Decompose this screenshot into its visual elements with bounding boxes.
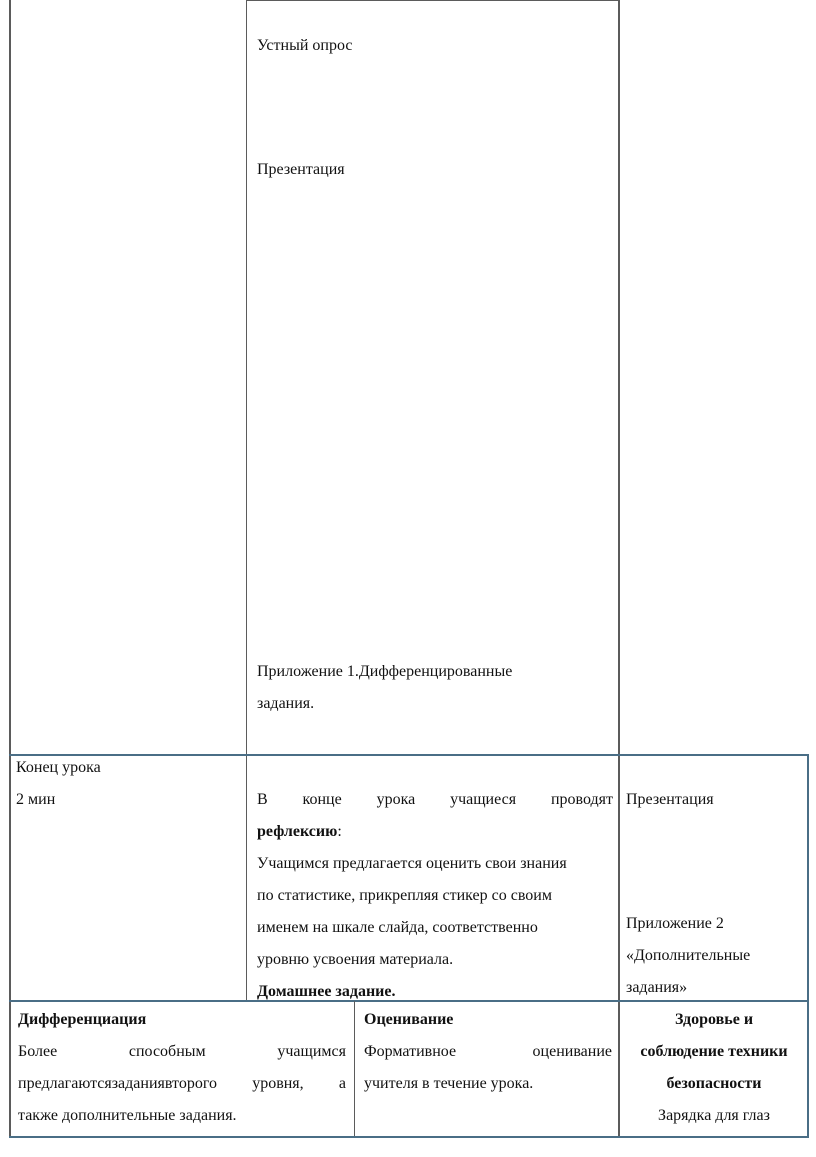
desc-line-3: Учащимся предлагается оценить свои знания — [257, 855, 567, 872]
stage-cell — [16, 752, 236, 816]
stage-duration: 2 мин — [16, 791, 56, 808]
differentiation-cell — [18, 1004, 346, 1132]
health-title-line: Здоровье и — [674, 1011, 754, 1028]
word: Формативное — [364, 1043, 457, 1060]
diff-line-3: также дополнительные задания. — [18, 1107, 237, 1124]
oral-survey-text: Устный опрос — [257, 37, 353, 54]
word: учащимся — [277, 1043, 346, 1060]
appendix-1-line: задания. — [257, 695, 315, 712]
word: В — [257, 791, 268, 808]
desc-line-1 — [257, 784, 613, 816]
table-border-right — [807, 755, 809, 1138]
table-border-bottom — [9, 1136, 809, 1138]
health-title-line: соблюдение техники — [640, 1043, 788, 1060]
presentation-text: Презентация — [257, 161, 345, 178]
colon: : — [337, 823, 342, 840]
health-title-line: безопасности — [666, 1075, 762, 1092]
assess-line-2: учителя в течение урока. — [364, 1075, 534, 1092]
table-border-top — [246, 0, 620, 1]
assessment-cell — [364, 1004, 612, 1100]
column-divider-1 — [246, 0, 247, 1000]
stage-name: Конец урока — [16, 759, 101, 776]
table-border-left — [9, 0, 11, 1137]
desc-line-6: уровню усвоения материала. — [257, 951, 454, 968]
word: а — [338, 1075, 346, 1092]
eye-exercise-text: Зарядка для глаз — [658, 1107, 770, 1124]
assess-line-1 — [364, 1036, 612, 1068]
appendix-1-line: Приложение 1.Дифференцированные — [257, 663, 513, 680]
word: конце — [302, 791, 342, 808]
appendix-2-text — [626, 908, 804, 1004]
reflection-keyword: рефлексию — [257, 823, 338, 840]
word: способным — [128, 1043, 206, 1060]
desc-line-2 — [257, 816, 613, 848]
appendix-2-line: «Дополнительные — [626, 947, 751, 964]
word: учащиеся — [450, 791, 517, 808]
column-divider-bottom — [354, 1001, 355, 1137]
word: урока — [376, 791, 416, 808]
word: проводят — [550, 791, 613, 808]
column-divider-2 — [618, 0, 620, 1137]
appendix-2-line: задания» — [626, 979, 688, 996]
word: Более — [18, 1043, 58, 1060]
word: оценивание — [532, 1043, 612, 1060]
appendix-1-text — [257, 656, 617, 720]
diff-line-2 — [18, 1068, 346, 1100]
word: предлагаютсязаданиявторого — [18, 1075, 217, 1092]
diff-line-1 — [18, 1036, 346, 1068]
health-cell — [621, 1004, 807, 1132]
end-description-cell — [257, 784, 613, 1008]
resources-presentation: Презентация — [626, 791, 714, 808]
desc-line-4: по статистике, прикрепляя стикер со своим — [257, 887, 552, 904]
word: уровня, — [252, 1075, 304, 1092]
homework-label: Домашнее задание. — [257, 983, 396, 1000]
assessment-title: Оценивание — [364, 1011, 454, 1028]
appendix-2-line: Приложение 2 — [626, 915, 724, 932]
differentiation-title: Дифференциация — [18, 1011, 147, 1028]
desc-line-5: именем на шкале слайда, соответственно — [257, 919, 538, 936]
